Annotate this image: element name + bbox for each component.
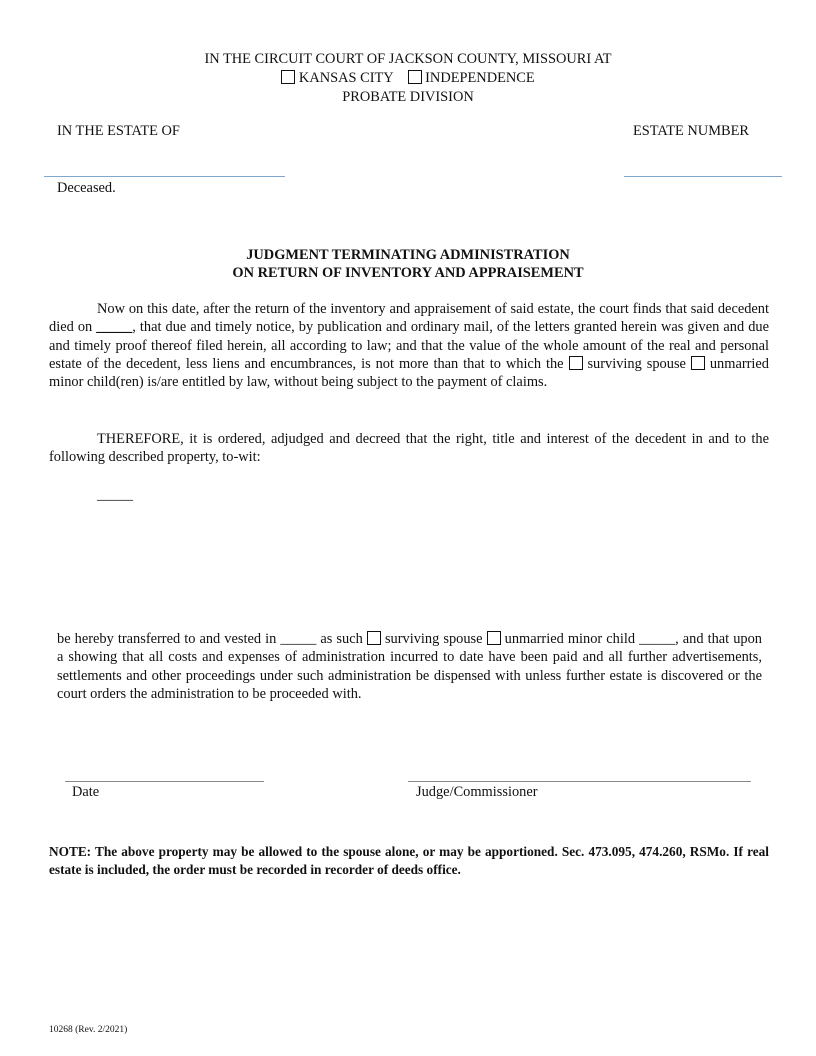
deceased-label: Deceased.	[57, 180, 116, 196]
estate-number-field[interactable]	[624, 176, 782, 177]
minor-children-checkbox[interactable]	[691, 356, 705, 370]
decedent-name-field[interactable]	[44, 176, 285, 177]
property-description-blank[interactable]: _____	[97, 487, 133, 503]
judge-commissioner-label: Judge/Commissioner	[416, 784, 538, 800]
findings-text-b: , that due and timely notice, by publication and ordinary mail, of the letters granted herein was given and due and timely proof thereof filed herein, all according to law; and that the value of the whole amount of the real and personal estate of the decedent, less liens and encumbrances, is not more than that to which the	[49, 319, 769, 372]
transfer-child-label: unmarried minor child	[504, 631, 636, 647]
death-date-blank[interactable]: _____	[96, 319, 133, 336]
order-text: THEREFORE, it is ordered, adjudged and decreed that the right, title and interest of the decedent in and to the following described property, to-wit:	[49, 431, 769, 466]
judge-signature-line[interactable]	[408, 781, 751, 782]
child-name-blank[interactable]: _____	[639, 631, 676, 647]
minor-children-label: unmarried minor child(ren) is/are entitled by law, without being subject to the payment of claims.	[49, 355, 769, 391]
court-heading	[0, 49, 816, 69]
independence-checkbox[interactable]	[408, 70, 422, 84]
court-line: IN THE CIRCUIT COURT OF JACKSON COUNTY, MISSOURI AT	[204, 51, 612, 67]
estate-number-label: ESTATE NUMBER	[633, 123, 749, 139]
transfer-paragraph	[57, 630, 762, 703]
estate-of-label: IN THE ESTATE OF	[57, 123, 180, 139]
date-signature-line[interactable]	[65, 781, 264, 782]
division-heading	[0, 87, 816, 107]
kansas-city-label: KANSAS CITY	[298, 70, 394, 86]
transfer-spouse-label: surviving spouse	[384, 631, 483, 647]
document-title-line-1: JUDGMENT TERMINATING ADMINISTRATION	[246, 247, 570, 263]
transfer-text-b: as such	[316, 631, 367, 647]
transfer-text-a: be hereby transferred to and vested in	[57, 631, 281, 647]
surviving-spouse-checkbox[interactable]	[569, 356, 583, 370]
form-code: 10268 (Rev. 2/2021)	[49, 1025, 128, 1035]
note-text: NOTE: The above property may be allowed to the spouse alone, or may be apportioned. Sec. 473.095, 474.260, RSMo. If real estate is included, the order must be recorded in recorder of deeds office.	[49, 844, 769, 877]
findings-text-a: Now on this date, after the return of the inventory and appraisement of said estate, the court finds that said decedent died on	[49, 301, 769, 336]
findings-paragraph	[49, 300, 769, 391]
independence-label: INDEPENDENCE	[425, 70, 535, 86]
date-label: Date	[72, 784, 100, 800]
transfer-child-checkbox[interactable]	[487, 631, 501, 645]
order-paragraph	[49, 430, 769, 467]
surviving-spouse-label: surviving spouse	[587, 355, 686, 372]
transfer-spouse-checkbox[interactable]	[367, 631, 381, 645]
transferee-blank[interactable]: _____	[280, 631, 317, 647]
location-options	[0, 68, 816, 88]
kansas-city-checkbox[interactable]	[281, 70, 295, 84]
division-label: PROBATE DIVISION	[342, 89, 474, 105]
transfer-text-c: , and that upon a showing that all costs and expenses of administration incurred to date have been paid and all further advertisements, settlements and other proceedings under such administration be dispensed with unless further estate is discovered or the court orders the administration to be proceeded with.	[57, 631, 762, 702]
document-title-line-2: ON RETURN OF INVENTORY AND APPRAISEMENT	[232, 265, 584, 281]
